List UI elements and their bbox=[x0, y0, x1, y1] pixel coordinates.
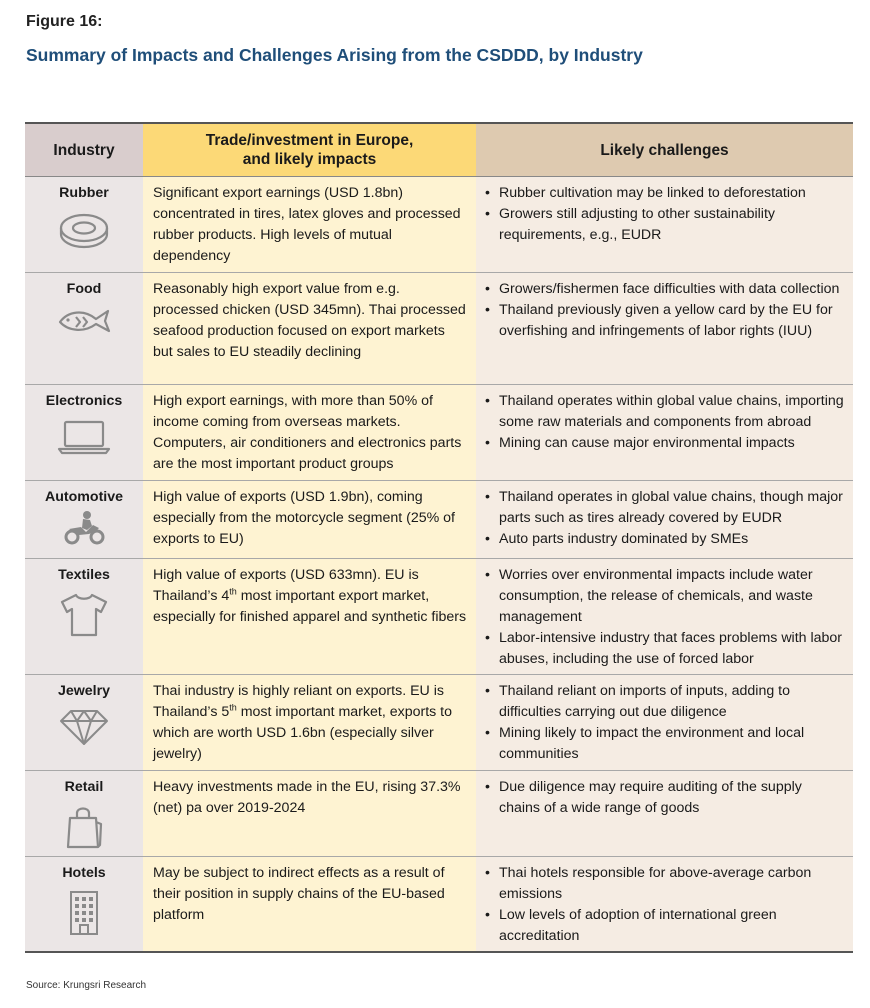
table-row bbox=[25, 559, 853, 675]
source-note: Source: Krungsri Research bbox=[26, 980, 147, 991]
challenge-item: • Due diligence may require auditing of the supply chains of a wide range of goods bbox=[484, 777, 845, 819]
challenge-item: • Labor-intensive industry that faces problems with labor abuses, including the use of forced labor bbox=[484, 628, 845, 670]
shopping-bag-icon bbox=[64, 804, 104, 850]
industry-name: Electronics bbox=[45, 393, 123, 409]
challenge-item: • Thailand operates in global value chains, though major parts such as tires already covered by EUDR bbox=[484, 487, 845, 529]
challenges-cell bbox=[476, 177, 853, 273]
impact-text: most important export market, especially for finished apparel and synthetic fibers bbox=[153, 588, 467, 625]
industry-name: Jewelry bbox=[57, 683, 111, 699]
industry-name: Automotive bbox=[44, 489, 124, 505]
challenges-cell bbox=[476, 481, 853, 559]
impact-cell: High export earnings, with more than 50% of income coming from overseas markets. Computers, air conditioners and electronics parts are the most important product groups bbox=[143, 385, 476, 481]
impact-cell: Reasonably high export value from e.g. processed chicken (USD 345mn). Thai processed seafood production focused on export markets but sales to EU steadily declining bbox=[143, 273, 476, 385]
challenge-item: • Mining likely to impact the environment and local communities bbox=[484, 723, 845, 765]
impact-cell: Heavy investments made in the EU, rising 37.3% (net) pa over 2019-2024 bbox=[143, 771, 476, 857]
table-row bbox=[25, 857, 853, 953]
challenge-item: • Rubber cultivation may be linked to deforestation bbox=[484, 183, 845, 204]
challenge-item: • Growers/fishermen face difficulties with data collection bbox=[484, 279, 845, 300]
industry-name: Rubber bbox=[59, 185, 109, 201]
challenge-item: • Thailand operates within global value chains, importing some raw materials and components from abroad bbox=[484, 391, 845, 433]
challenges-cell bbox=[476, 385, 853, 481]
impact-cell: High value of exports (USD 1.9bn), coming especially from the motorcycle segment (25% of exports to EU) bbox=[143, 481, 476, 559]
industry-name: Hotels bbox=[62, 865, 106, 881]
hotel-building-icon bbox=[69, 890, 99, 936]
tire-icon bbox=[58, 210, 110, 252]
impact-cell bbox=[143, 559, 476, 675]
impact-cell: Significant export earnings (USD 1.8bn) concentrated in tires, latex gloves and processed rubber products. High levels of mutual dependency bbox=[143, 177, 476, 273]
challenges-cell bbox=[476, 857, 853, 953]
impact-cell: May be subject to indirect effects as a result of their position in supply chains of the EU-based platform bbox=[143, 857, 476, 953]
diamond-icon bbox=[58, 708, 110, 746]
industry-name: Food bbox=[66, 281, 102, 297]
challenge-item: • Growers still adjusting to other sustainability requirements, e.g., EUDR bbox=[484, 204, 845, 246]
table-header-row bbox=[25, 123, 853, 177]
challenges-cell bbox=[476, 559, 853, 675]
challenges-cell bbox=[476, 273, 853, 385]
challenges-cell bbox=[476, 675, 853, 771]
header-challenges: Likely challenges bbox=[476, 123, 853, 177]
fish-icon bbox=[56, 306, 112, 336]
table-row bbox=[25, 177, 853, 273]
motorcycle-icon bbox=[61, 510, 107, 546]
challenges-cell bbox=[476, 771, 853, 857]
industry-cell bbox=[25, 675, 143, 771]
challenge-item: • Low levels of adoption of international green accreditation bbox=[484, 905, 845, 947]
industry-cell bbox=[25, 559, 143, 675]
challenge-item: • Thailand reliant on imports of inputs, adding to difficulties carrying out due diligence bbox=[484, 681, 845, 723]
header-industry: Industry bbox=[25, 123, 143, 177]
challenge-item: • Mining can cause major environmental impacts bbox=[484, 433, 845, 454]
challenge-item: • Thailand previously given a yellow card by the EU for overfishing and infringements of labor rights (IUU) bbox=[484, 300, 845, 342]
challenge-item: • Auto parts industry dominated by SMEs bbox=[484, 529, 845, 550]
industry-cell bbox=[25, 771, 143, 857]
industry-cell bbox=[25, 481, 143, 559]
industry-cell bbox=[25, 273, 143, 385]
industry-name: Textiles bbox=[58, 567, 110, 583]
impact-cell bbox=[143, 675, 476, 771]
tshirt-icon bbox=[59, 592, 109, 638]
ordinal-suffix: th bbox=[229, 586, 237, 597]
figure-title: Summary of Impacts and Challenges Arising from the CSDDD, by Industry bbox=[26, 45, 643, 65]
industry-impacts-table bbox=[25, 122, 853, 953]
challenge-item: • Worries over environmental impacts include water consumption, the release of chemicals, and waste management bbox=[484, 565, 845, 628]
table-row bbox=[25, 385, 853, 481]
figure-label: Figure 16: bbox=[26, 13, 103, 30]
challenge-item: • Thai hotels responsible for above-average carbon emissions bbox=[484, 863, 845, 905]
laptop-icon bbox=[56, 418, 112, 456]
impact-text: Thai industry is highly reliant on exports. EU is Thailand’s 5 bbox=[153, 683, 444, 720]
table-row bbox=[25, 675, 853, 771]
impact-text: most important market, exports to which are worth USD 1.6bn (especially silver jewelry) bbox=[153, 704, 453, 762]
header-impacts-line2: and likely impacts bbox=[242, 151, 377, 168]
header-impacts-line1: Trade/investment in Europe, bbox=[205, 132, 414, 149]
industry-cell bbox=[25, 385, 143, 481]
table-row bbox=[25, 481, 853, 559]
impact-text: High value of exports (USD 633mn). EU is Thailand’s 4 bbox=[153, 567, 419, 604]
industry-name: Retail bbox=[64, 779, 104, 795]
industry-cell bbox=[25, 857, 143, 953]
ordinal-suffix: th bbox=[229, 702, 237, 713]
header-impacts bbox=[143, 123, 476, 177]
industry-cell bbox=[25, 177, 143, 273]
table-row bbox=[25, 273, 853, 385]
table-row bbox=[25, 771, 853, 857]
